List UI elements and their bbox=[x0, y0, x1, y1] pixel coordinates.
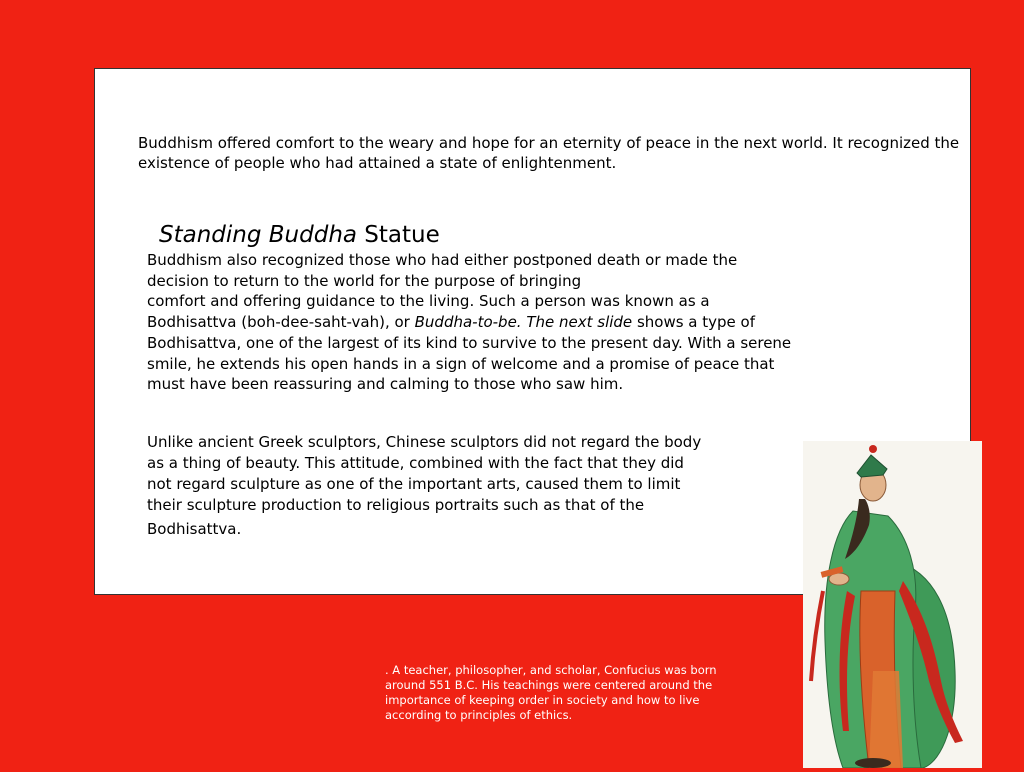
heading-italic: Standing Buddha bbox=[159, 222, 357, 248]
sculpture-paragraph bbox=[147, 432, 797, 540]
body2-line: their sculpture production to religious portraits such as that of the bbox=[147, 496, 645, 514]
caption-line: . A teacher, philosopher, and scholar, Confucius was born bbox=[385, 663, 717, 677]
body1-line: Bodhisattva, one of the largest of its kind to survive to the present day. With a serene bbox=[147, 333, 792, 352]
caption-line: according to principles of ethics. bbox=[385, 708, 573, 722]
body1-line: Bodhisattva (boh-dee-saht-vah), or bbox=[147, 313, 415, 332]
caption-line: importance of keeping order in society and how to live bbox=[385, 693, 700, 707]
confucius-portrait bbox=[803, 441, 982, 768]
bodhisattva-paragraph bbox=[147, 250, 907, 395]
body2-line: as a thing of beauty. This attitude, combined with the fact that they did bbox=[147, 454, 684, 472]
body2-line: not regard sculpture as one of the important arts, caused them to limit bbox=[147, 475, 681, 493]
body1-line: decision to return to the world for the purpose of bringing bbox=[147, 271, 582, 290]
body1-line: smile, he extends his open hands in a sign of welcome and a promise of peace that bbox=[147, 354, 775, 373]
body1-line: must have been reassuring and calming to those who saw him. bbox=[147, 375, 624, 394]
body1-italic-phrase: Buddha-to-be. The next slide bbox=[414, 313, 633, 332]
caption-line: around 551 B.C. His teachings were centered around the bbox=[385, 678, 713, 692]
confucius-caption bbox=[385, 663, 775, 723]
body1-line: comfort and offering guidance to the living. Such a person was known as a bbox=[147, 292, 710, 311]
section-heading bbox=[159, 220, 440, 250]
body2-line: Unlike ancient Greek sculptors, Chinese sculptors did not regard the body bbox=[147, 433, 702, 451]
body2-line: Bodhisattva. bbox=[147, 520, 242, 538]
body1-line: shows a type of bbox=[632, 313, 755, 332]
heading-rest: Statue bbox=[357, 222, 440, 248]
body1-line: Buddhism also recognized those who had either postponed death or made the bbox=[147, 251, 738, 269]
intro-paragraph: Buddhism offered comfort to the weary and hope for an eternity of peace in the next world. It recognized the existence of people who had attained a state of enlightenment. bbox=[138, 134, 960, 172]
confucius-illustration bbox=[803, 441, 982, 768]
